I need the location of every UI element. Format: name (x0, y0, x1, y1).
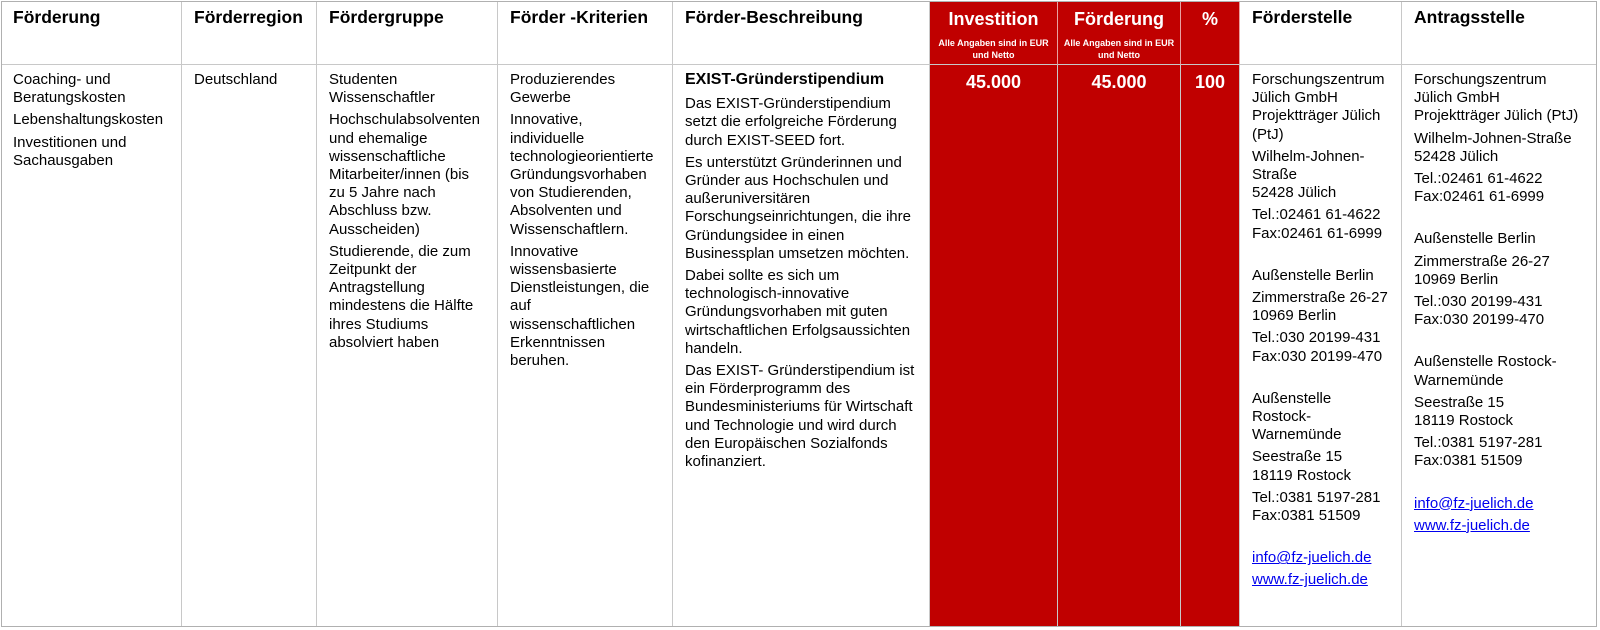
website-link[interactable]: www.fz-juelich.de (1414, 516, 1530, 534)
cell-investition (930, 65, 1058, 627)
prozent-value: 100 (1194, 72, 1226, 92)
kriterien-item: Innovative, individuelle technologieorientierte Gründungsvorhaben von Studierenden, Absolventen und Wissenschaftlern. (510, 111, 654, 238)
cell-antragsstelle: Forschungszentrum Jülich GmbH Projektträger Jülich (PtJ) Wilhelm-Johnen-Straße 52428 Jülich Tel.:02461 61-4622 Fax:02461 61-6999 Außenstelle Berlin Zimmerstraße 26-27 10969 Berlin Tel.:030 20199-431 Fax:030 20199-470 Außenstelle Rostock-Warnemünde Seestraße 15 18119 Rostock Tel.:0381 5197-281 Fax:0381 51509 info@fz-juelich.de www.fz-juelich.de (1402, 65, 1597, 627)
header-gruppe: Fördergruppe (317, 1, 498, 65)
cell-gruppe (317, 65, 498, 627)
header-foerderstelle: Förderstelle (1240, 1, 1402, 65)
header-kriterien: Förder -Kriterien (498, 1, 673, 65)
header-foerderung: Förderung (1, 1, 182, 65)
cell-region: Deutschland (182, 65, 317, 627)
kriterien-item: Produzierendes Gewerbe (510, 71, 616, 107)
header-region: Förderregion (182, 1, 317, 65)
gruppe-item: Studenten Wissenschaftler (329, 71, 435, 107)
beschreibung-paragraph: Dabei sollte es sich um technologisch-innovative Gründungsvorhaben mit guten wirtschaftlichen Erfolgsaussichten handeln. (685, 267, 911, 357)
cell-beschreibung (673, 65, 930, 627)
email-link[interactable]: info@fz-juelich.de (1252, 549, 1372, 567)
beschreibung-title: EXIST-Gründerstipendium (685, 71, 885, 88)
cell-kriterien (498, 65, 673, 627)
cell-foerderung (1, 65, 182, 627)
email-link[interactable]: info@fz-juelich.de (1414, 494, 1534, 512)
cell-prozent (1181, 65, 1240, 627)
foerderung-item: Coaching- und Beratungskosten (13, 71, 126, 107)
cell-foerderbetrag (1058, 65, 1181, 627)
website-link[interactable]: www.fz-juelich.de (1252, 571, 1368, 589)
beschreibung-paragraph: Das EXIST-Gründerstipendium setzt die erfolgreiche Förderung durch EXIST-SEED fort. (685, 95, 897, 149)
foerderung-item: Lebenshaltungskosten (13, 111, 164, 129)
header-foerderbetrag: Förderung Alle Angaben sind in EUR und Netto (1058, 1, 1181, 65)
foerderung-item: Investitionen und Sachausgaben (13, 133, 127, 169)
stelle-org: Forschungszentrum Jülich GmbH Projektträger Jülich (PtJ) (1252, 71, 1385, 143)
cell-foerderstelle: Forschungszentrum Jülich GmbH Projektträger Jülich (PtJ) Wilhelm-Johnen-Straße 52428 Jülich Tel.:02461 61-4622 Fax:02461 61-6999 Außenstelle Berlin Zimmerstraße 26-27 10969 Berlin Tel.:030 20199-431 Fax:030 20199-470 Außenstelle Rostock-Warnemünde Seestraße 15 18119 Rostock Tel.:0381 5197-281 Fax:0381 51509 info@fz-juelich.de www.fz-juelich.de (1240, 65, 1402, 627)
kriterien-item: Innovative wissensbasierte Dienstleistungen, die auf wissenschaftlichen Erkenntnissen beruhen. (510, 242, 650, 370)
gruppe-item: Hochschulabsolventen und ehemalige wissenschaftliche Mitarbeiter/innen (bis zu 5 Jahre nach Abschluss bzw. Ausscheiden) (329, 111, 480, 238)
beschreibung-paragraph: Es unterstützt Gründerinnen und Gründer aus Hochschulen und außeruniversitären Forschungseinrichtungen, die ihre Gründungsidee in einen Businessplan umsetzen möchten. (685, 153, 911, 262)
beschreibung-paragraph: Das EXIST- Gründerstipendium ist ein Förderprogramm des Bundesministeriums für Wirtschaft und Technologie und wird durch den Europäischen Sozialfonds kofinanziert. (685, 362, 915, 471)
stelle-org: Forschungszentrum Jülich GmbH Projektträger Jülich (PtJ) (1414, 71, 1579, 125)
header-beschreibung: Förder-Beschreibung (673, 1, 930, 65)
gruppe-item: Studierende, die zum Zeitpunkt der Antragstellung mindestens die Hälfte ihres Studiums absolviert haben (329, 242, 474, 351)
header-prozent: % (1181, 1, 1240, 65)
foerderbetrag-value: 45.000 (1091, 72, 1147, 92)
header-investition: Investition Alle Angaben sind in EUR und Netto (930, 1, 1058, 65)
header-antragsstelle: Antragsstelle (1402, 1, 1597, 65)
funding-table (1, 1, 1597, 627)
investition-value: 45.000 (965, 72, 1022, 92)
